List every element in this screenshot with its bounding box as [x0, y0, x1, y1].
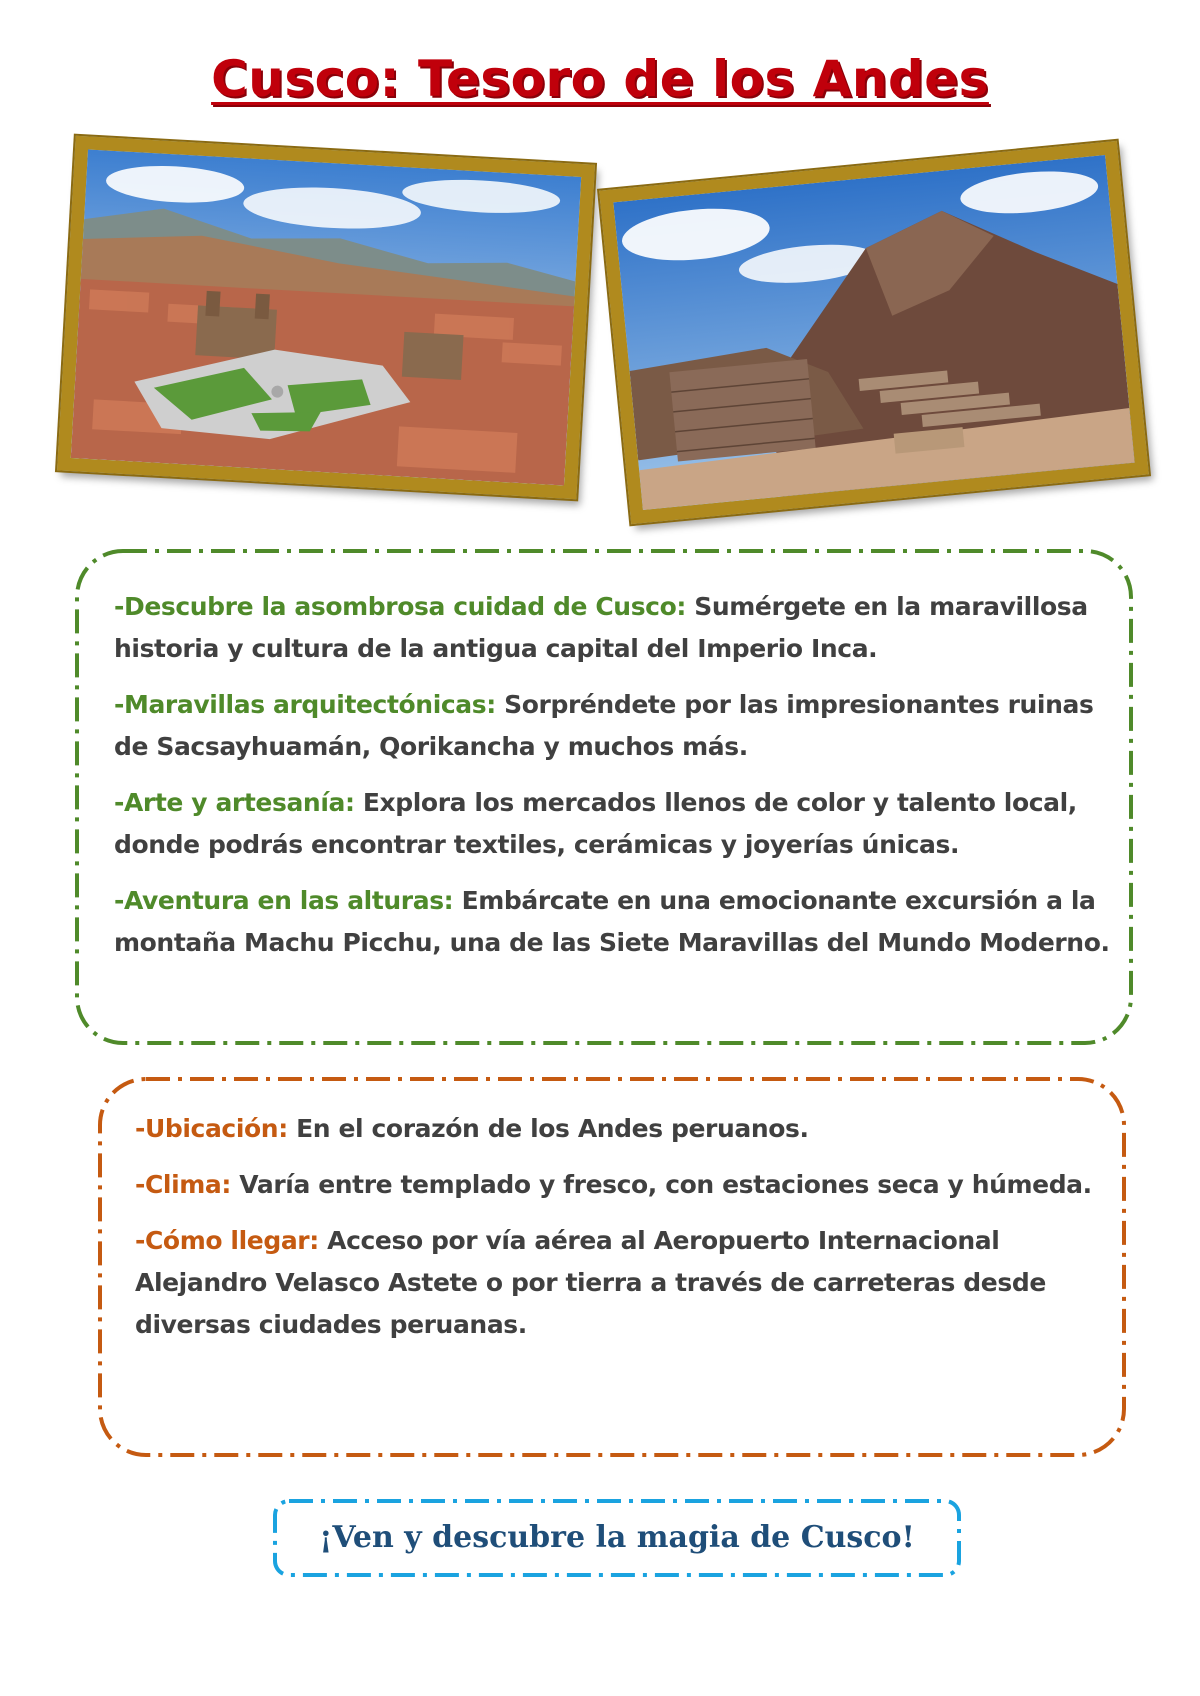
highlight-item: -Arte y artesanía: Explora los mercados llenos de color y talento local, donde podrás encontrar textiles, cerámicas y joyerías únicas.: [114, 788, 1077, 859]
info-panel: [97, 1076, 1127, 1458]
info-item-location: -Ubicación: En el corazón de los Andes peruanos.: [135, 1114, 809, 1143]
info-item-climate: -Clima: Varía entre templado y fresco, con estaciones seca y húmeda.: [135, 1170, 1092, 1199]
highlights-list: [114, 586, 1114, 978]
highlight-item: -Descubre la asombrosa cuidad de Cusco: Sumérgete en la maravillosa historia y cultura de la antigua capital del Imperio Inca.: [114, 592, 1088, 663]
page-title: Cusco: Tesoro de los Andes: [211, 50, 989, 108]
photo-plaza-de-armas: [57, 136, 595, 500]
info-list: [135, 1108, 1095, 1360]
ruins-image: [613, 155, 1134, 510]
photo-inca-ruins: [599, 141, 1149, 524]
info-item-getting-there: -Cómo llegar: Acceso por vía aérea al Aeropuerto Internacional Alejandro Velasco Astete o por tierra a través de carreteras desde diversas ciudades peruanas.: [135, 1226, 1046, 1339]
highlight-item: -Aventura en las alturas: Embárcate en una emocionante excursión a la montaña Machu Picchu, una de las Siete Maravillas del Mundo Moderno.: [114, 886, 1110, 957]
cta-text: ¡Ven y descubre la magia de Cusco!: [319, 1520, 915, 1555]
plaza-image: [71, 149, 581, 485]
call-to-action: [272, 1498, 962, 1578]
highlights-panel: [74, 548, 1134, 1046]
highlight-item: -Maravillas arquitectónicas: Sorpréndete por las impresionantes ruinas de Sacsayhuamán, Qorikancha y muchos más.: [114, 690, 1094, 761]
